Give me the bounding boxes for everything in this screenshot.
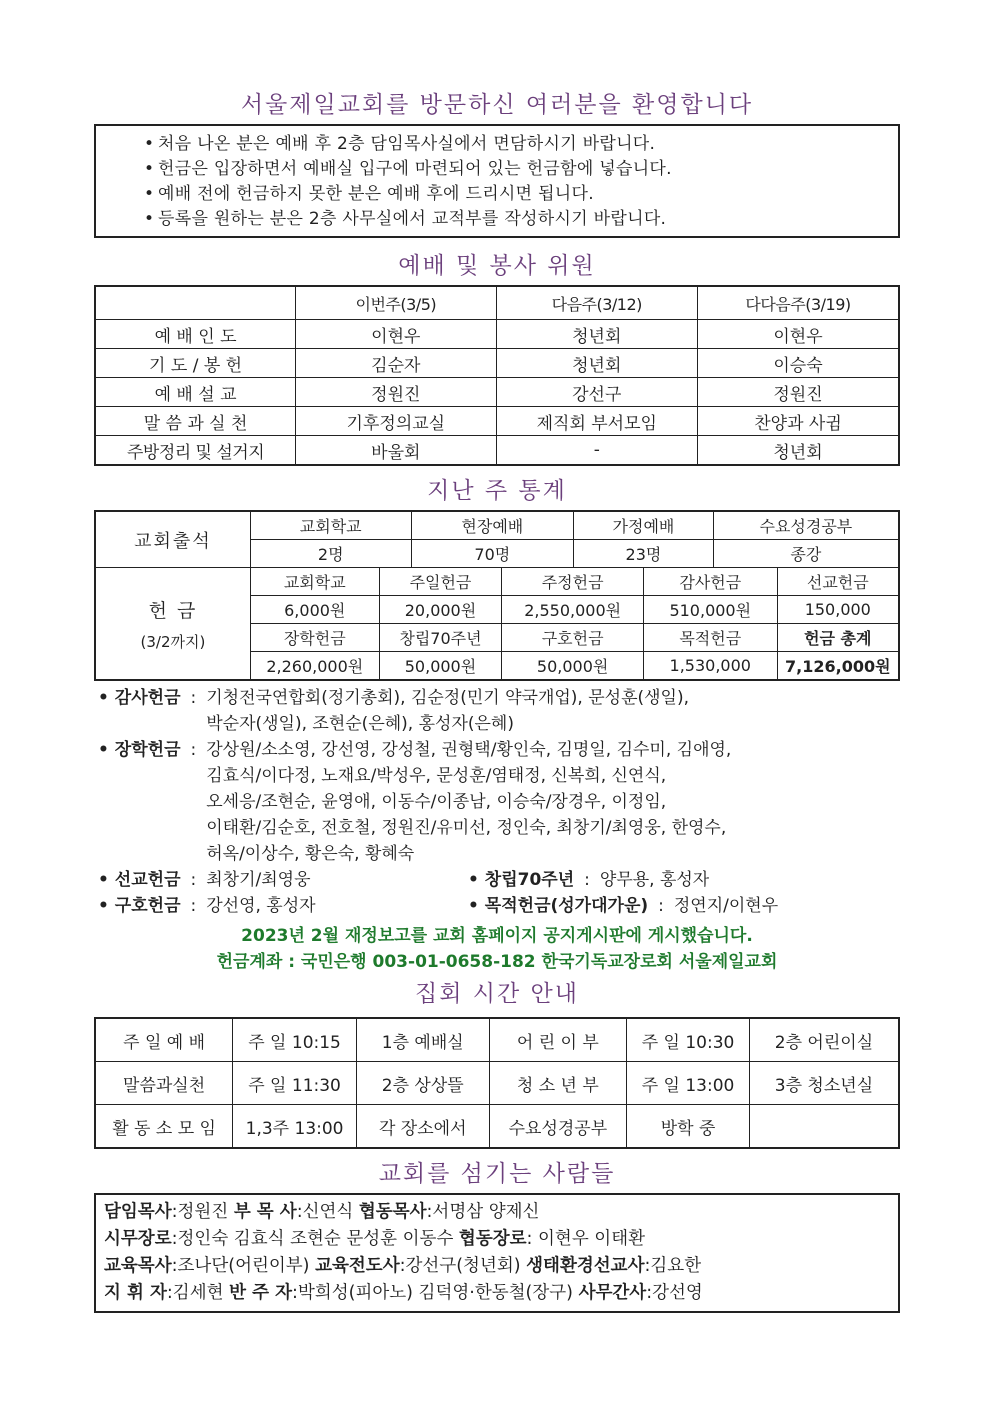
- table-cell: -: [496, 436, 698, 466]
- table-cell: 정원진: [698, 378, 899, 407]
- attendance-value: 70명: [411, 540, 574, 568]
- role-label: 예 배 설 교: [95, 378, 296, 407]
- attendance-header: 교회학교: [250, 511, 411, 540]
- meeting-name: 주 일 예 배: [95, 1018, 233, 1062]
- service-header: 다다음주(3/19): [698, 286, 899, 320]
- meeting-place: 2층 어린이실: [749, 1018, 899, 1062]
- table-cell: 기후정의교실: [296, 407, 496, 436]
- offering-notes: [98, 685, 900, 919]
- offering-account: 헌금계좌 : 국민은행 003-01-0658-182 한국기독교장로회 서울제일교회: [216, 952, 778, 972]
- meeting-time: 주 일 13:00: [627, 1062, 750, 1105]
- meeting-time: 1,3주 13:00: [233, 1105, 357, 1149]
- offering-header: 구호헌금: [502, 624, 644, 652]
- meeting-place: [749, 1105, 899, 1149]
- offering-header: 교회학교: [250, 568, 379, 596]
- meeting-time: 방학 중: [627, 1105, 750, 1149]
- meeting-name: 활 동 소 모 임: [95, 1105, 233, 1149]
- meeting-name: 수요성경공부: [489, 1105, 627, 1149]
- table-cell: 강선구: [496, 378, 698, 407]
- staff-line: 지 휘 자:김세현 반 주 자:박희성(피아노) 김덕영·한동철(장구) 사무간사:강선영: [104, 1283, 703, 1303]
- welcome-line: • 처음 나온 분은 예배 후 2층 담임목사실에서 면담하시기 바랍니다.: [144, 134, 656, 154]
- meeting-name: 말씀과실천: [95, 1062, 233, 1105]
- relief-offering: • 구호헌금 : 강선영, 홍성자: [98, 896, 316, 916]
- table-cell: 청년회: [496, 320, 698, 349]
- offering-value: 150,000: [777, 596, 899, 624]
- table-cell: 찬양과 사귐: [698, 407, 899, 436]
- meetings-title: 집회 시간 안내: [415, 981, 579, 1007]
- mission-founding-row: [98, 867, 900, 893]
- financial-report-notice: 2023년 2월 재정보고를 교회 홈페이지 공지게시판에 게시했습니다.: [241, 926, 753, 946]
- table-row: [95, 511, 899, 540]
- bulletin-page: [94, 86, 900, 1313]
- scholarship-offering-names: 강상원/소소영, 강선영, 강성철, 권형택/황인숙, 김명일, 김수미, 김애영, 김효식/이다정, 노재요/박성우, 문성훈/염태정, 신복희, 신연식, 오세응/조현순, 윤영애, 이동수/이종남, 이승숙/장경우, 이정임, 이태환/김순호, 전호철, 정원진/유미선, 정인숙, 최창기/최영웅, 한영수, 허옥/이상수, 황은숙, 황혜숙: [206, 740, 732, 864]
- offering-value: 50,000원: [502, 652, 644, 681]
- table-cell: 이승숙: [698, 349, 899, 378]
- table-cell: 정원진: [296, 378, 496, 407]
- staff-line: 담임목사:정원진 부 목 사:신연식 협동목사:서명삼 양제신: [104, 1202, 540, 1222]
- note-label: • 장학헌금: [98, 740, 181, 760]
- table-cell: 청년회: [496, 349, 698, 378]
- offering-value: 2,550,000원: [502, 596, 644, 624]
- attendance-header: 가정예배: [574, 511, 714, 540]
- scholarship-offering-row: • 장학헌금 : 강상원/소소영, 강선영, 강성철, 권형택/황인숙, 김명일, 김수미, 김애영, 김효식/이다정, 노재요/박성우, 문성훈/염태정, 신복희, 신연식, 오세응/조현순, 윤영애, 이동수/이종남, 이승숙/장경우, 이정임, 이태환/김순호, 전호철, 정원진/유미선, 정인숙, 최창기/최영웅, 한영수, 허옥/이상수, 황은숙, 황혜숙: [98, 737, 900, 867]
- offering-total-value: 7,126,000원: [777, 652, 899, 681]
- table-row: [95, 378, 899, 407]
- table-row: [95, 407, 899, 436]
- attendance-header: 현장예배: [411, 511, 574, 540]
- purpose-offering: • 목적헌금(성가대가운) : 정연지/이현우: [468, 896, 779, 916]
- attendance-value: 23명: [574, 540, 714, 568]
- meeting-time: 주 일 10:15: [233, 1018, 357, 1062]
- stats-title: 지난 주 통계: [427, 478, 567, 504]
- offering-header: 선교헌금: [777, 568, 899, 596]
- offering-value: 20,000원: [379, 596, 502, 624]
- thanks-offering-names: 기청전국연합회(정기총회), 김순정(민기 약국개업), 문성훈(생일), 박순자(생일), 조현순(은혜), 홍성자(은혜): [206, 688, 690, 734]
- table-row: [95, 1062, 899, 1105]
- meeting-time: 주 일 10:30: [627, 1018, 750, 1062]
- table-cell: 바울회: [296, 436, 496, 466]
- thanks-offering-row: • 감사헌금 : 기청전국연합회(정기총회), 김순정(민기 약국개업), 문성훈(생일), 박순자(생일), 조현순(은혜), 홍성자(은혜): [98, 685, 900, 737]
- offering-label-cell: [95, 568, 250, 681]
- table-cell: 이현우: [296, 320, 496, 349]
- welcome-line: • 예배 전에 헌금하지 못한 분은 예배 후에 드리시면 됩니다.: [144, 184, 594, 204]
- service-header: 다음주(3/12): [496, 286, 698, 320]
- offering-header: 주일헌금: [379, 568, 502, 596]
- attendance-value: 2명: [250, 540, 411, 568]
- staff-line: 시무장로:정인숙 김효식 조현순 문성훈 이동수 협동장로: 이현우 이태환: [104, 1229, 645, 1249]
- table-row: [95, 436, 899, 466]
- offering-value: 510,000원: [643, 596, 777, 624]
- table-cell: 이현우: [698, 320, 899, 349]
- meeting-place: 3층 청소년실: [749, 1062, 899, 1105]
- offering-header: 창립70주년: [379, 624, 502, 652]
- mission-offering: • 선교헌금 : 최창기/최영웅: [98, 870, 311, 890]
- service-title: 예배 및 봉사 위원: [398, 253, 596, 279]
- table-row: [95, 1105, 899, 1149]
- note-label: • 감사헌금: [98, 688, 181, 708]
- meeting-place: 1층 예배실: [356, 1018, 489, 1062]
- welcome-line: • 헌금은 입장하면서 예배실 입구에 마련되어 있는 헌금함에 넣습니다.: [144, 159, 672, 179]
- staff-line: 교육목사:조나단(어린이부) 교육전도사:강선구(청년회) 생태환경선교사:김요한: [104, 1256, 702, 1276]
- offering-header: 장학헌금: [250, 624, 379, 652]
- stats-table: [94, 510, 900, 681]
- offering-value: 1,530,000: [643, 652, 777, 681]
- table-row: [95, 349, 899, 378]
- service-header: [95, 286, 296, 320]
- welcome-title: 서울제일교회를 방문하신 여러분을 환영합니다: [240, 92, 754, 118]
- attendance-label: 교회출석: [95, 511, 250, 568]
- table-row: [95, 320, 899, 349]
- meeting-name: 어 린 이 부: [489, 1018, 627, 1062]
- relief-purpose-row: [98, 893, 900, 919]
- service-header-row: [95, 286, 899, 320]
- offering-header: 목적헌금: [643, 624, 777, 652]
- offering-value: 6,000원: [250, 596, 379, 624]
- table-cell: 제직회 부서모임: [496, 407, 698, 436]
- offering-value: 50,000원: [379, 652, 502, 681]
- meeting-place: 각 장소에서: [356, 1105, 489, 1149]
- offering-header: 주정헌금: [502, 568, 644, 596]
- table-cell: 청년회: [698, 436, 899, 466]
- table-row: [95, 1018, 899, 1062]
- role-label: 주방정리 및 설거지: [95, 436, 296, 466]
- offering-period: (3/2까지): [140, 632, 206, 651]
- table-row: [95, 568, 899, 596]
- staff-box: [94, 1193, 900, 1313]
- founding-offering: • 창립70주년 : 양무용, 홍성자: [468, 870, 710, 890]
- offering-value: 2,260,000원: [250, 652, 379, 681]
- staff-title: 교회를 섬기는 사람들: [378, 1161, 616, 1187]
- role-label: 기 도 / 봉 헌: [95, 349, 296, 378]
- role-label: 말 씀 과 실 천: [95, 407, 296, 436]
- table-cell: 김순자: [296, 349, 496, 378]
- meeting-time: 주 일 11:30: [233, 1062, 357, 1105]
- service-table: [94, 285, 900, 466]
- welcome-line: • 등록을 원하는 분은 2층 사무실에서 교적부를 작성하시기 바랍니다.: [144, 209, 667, 229]
- welcome-box: [94, 124, 900, 238]
- offering-header: 감사헌금: [643, 568, 777, 596]
- offering-label: 헌 금: [148, 599, 198, 622]
- meeting-place: 2층 상상뜰: [356, 1062, 489, 1105]
- attendance-header: 수요성경공부: [713, 511, 899, 540]
- meetings-table: [94, 1017, 900, 1149]
- offering-total-header: 헌금 총계: [777, 624, 899, 652]
- attendance-value: 종강: [713, 540, 899, 568]
- meeting-name: 청 소 년 부: [489, 1062, 627, 1105]
- service-header: 이번주(3/5): [296, 286, 496, 320]
- role-label: 예 배 인 도: [95, 320, 296, 349]
